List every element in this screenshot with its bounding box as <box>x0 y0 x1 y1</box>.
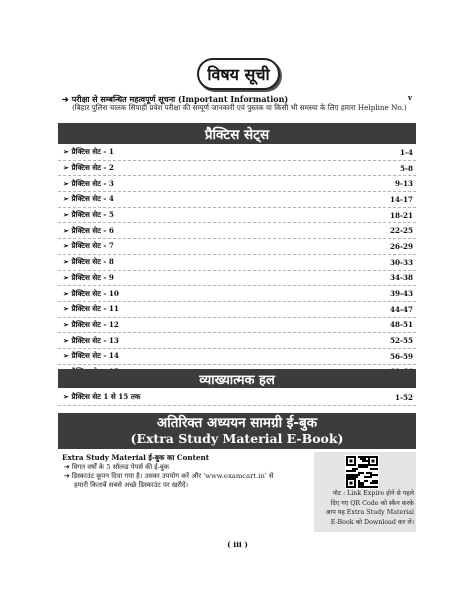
extra-content-line: ➔ विगत वर्षों के 5 सॉल्व्ड पेपर्स की ई-बुक <box>64 463 169 471</box>
solutions-heading: व्याख्यात्मक हल <box>58 369 416 388</box>
toc-row-pages: 56-59 <box>390 351 413 361</box>
toc-row-pages: 22-25 <box>390 226 413 236</box>
toc-row-pages: 18-21 <box>390 210 413 220</box>
triangle-bullet-icon: ➢ <box>63 178 72 188</box>
triangle-bullet-icon: ➢ <box>63 392 72 402</box>
triangle-bullet-icon: ➢ <box>63 241 72 251</box>
toc-row-label: ➢ प्रैक्टिस सेट - 1 <box>63 147 114 157</box>
toc-row-pages: 48-51 <box>390 320 413 330</box>
qr-note-line: नोट : Link Expire होने से पहले <box>332 490 414 497</box>
toc-row-pages: 26-29 <box>390 241 413 251</box>
toc-row-pages: 39-43 <box>390 289 413 299</box>
toc-row[interactable] <box>58 208 416 224</box>
toc-row-label: ➢ प्रैक्टिस सेट - 2 <box>63 163 114 173</box>
toc-row-label: ➢ प्रैक्टिस सेट - 7 <box>63 241 114 251</box>
solutions-list <box>58 390 416 406</box>
qr-note <box>316 489 414 527</box>
extra-heading-hindi: अतिरिक्त अध्ययन सामग्री ई-बुक <box>156 415 318 431</box>
toc-row[interactable] <box>58 271 416 287</box>
toc-row[interactable] <box>58 192 416 208</box>
triangle-bullet-icon: ➢ <box>63 288 72 298</box>
toc-row-label: ➢ प्रैक्टिस सेट - 4 <box>63 194 114 204</box>
qr-note-line: आप यह Extra Study Material <box>325 509 414 516</box>
qr-note-line: E-Book को Download कर लें। <box>330 518 414 526</box>
important-info-label: परीक्षा से सम्बन्धित महत्वपूर्ण सूचना (Important Information) <box>71 94 289 104</box>
toc-row-label: ➢ प्रैक्टिस सेट - 3 <box>63 178 114 188</box>
toc-row-pages: 52-55 <box>390 336 413 346</box>
arrow-right-icon: ➔ <box>62 94 69 104</box>
toc-row-pages: 34-38 <box>390 273 413 283</box>
extra-content-line: हमारी किताबें सबसे अच्छे डिस्काउंट पर खरीदें। <box>74 481 189 489</box>
triangle-bullet-icon: ➢ <box>63 194 72 204</box>
triangle-bullet-icon: ➢ <box>63 272 72 282</box>
triangle-bullet-icon: ➢ <box>63 163 72 173</box>
qr-note-line: दिए गए QR Code को स्कैन करके <box>330 499 414 507</box>
toc-row-pages: 14-17 <box>390 194 413 204</box>
extra-content-title: Extra Study Material ई-बुक का Content <box>62 453 210 462</box>
toc-row[interactable] <box>58 349 416 365</box>
toc-row-pages: 5-8 <box>400 163 413 173</box>
triangle-bullet-icon: ➢ <box>63 319 72 329</box>
toc-row[interactable] <box>58 255 416 271</box>
important-info-page: v <box>408 93 413 102</box>
toc-row[interactable] <box>58 302 416 318</box>
toc-row-label: ➢ प्रैक्टिस सेट - 5 <box>63 210 114 220</box>
toc-row-label: ➢ प्रैक्टिस सेट - 8 <box>63 257 114 267</box>
arrow-right-icon: ➔ <box>64 463 72 471</box>
triangle-bullet-icon: ➢ <box>63 351 72 361</box>
toc-row[interactable] <box>58 239 416 255</box>
toc-row[interactable] <box>58 176 416 192</box>
toc-row[interactable] <box>58 161 416 177</box>
toc-row[interactable] <box>58 318 416 334</box>
practice-sets-list <box>58 145 416 380</box>
toc-row[interactable] <box>58 333 416 349</box>
toc-row[interactable] <box>58 145 416 161</box>
page-title: विषय सूची <box>197 58 280 90</box>
important-info-note: (बिहार पुलिस चालक सिपाही प्रवेश परीक्षा की सम्पूर्ण जानकारी एवं पुस्तक या किसी भी समस्या के लिए हमारा Helpline No.) <box>72 103 407 112</box>
toc-row-pages: 30-33 <box>390 257 413 267</box>
toc-row-label: ➢ प्रैक्टिस सेट - 6 <box>63 225 114 235</box>
triangle-bullet-icon: ➢ <box>63 225 72 235</box>
triangle-bullet-icon: ➢ <box>63 257 72 267</box>
page-number: ( iii ) <box>227 540 248 549</box>
extra-content-line: ➔ डिस्काउंट कूपन दिया गया है। उसका उपयोग करें और 'www.examcart.in' से <box>64 472 274 480</box>
toc-row-pages: 9-13 <box>395 179 413 189</box>
toc-row-label: ➢ प्रैक्टिस सेट - 10 <box>63 288 119 298</box>
triangle-bullet-icon: ➢ <box>63 304 72 314</box>
toc-row-pages: 44-47 <box>390 304 413 314</box>
toc-row[interactable] <box>58 286 416 302</box>
triangle-bullet-icon: ➢ <box>63 147 72 157</box>
toc-row-pages: 1-4 <box>400 147 413 157</box>
toc-row-label: ➢ प्रैक्टिस सेट - 14 <box>63 351 119 361</box>
toc-row-label: ➢ प्रैक्टिस सेट - 9 <box>63 272 114 282</box>
toc-row[interactable] <box>58 390 416 406</box>
qr-code-icon[interactable] <box>345 455 379 489</box>
arrow-right-icon: ➔ <box>64 472 72 480</box>
toc-row-label: ➢ प्रैक्टिस सेट 1 से 15 तक <box>63 392 141 402</box>
triangle-bullet-icon: ➢ <box>63 210 72 220</box>
toc-row-pages: 1-52 <box>395 392 413 402</box>
toc-row-label: ➢ प्रैक्टिस सेट - 12 <box>63 319 119 329</box>
toc-row-label: ➢ प्रैक्टिस सेट - 13 <box>63 335 119 345</box>
toc-row[interactable] <box>58 223 416 239</box>
practice-sets-heading: प्रैक्टिस सेट्स <box>58 123 416 144</box>
extra-material-heading <box>58 413 416 449</box>
toc-row-label: ➢ प्रैक्टिस सेट - 11 <box>63 304 119 314</box>
extra-heading-english: (Extra Study Material E-Book) <box>130 431 344 446</box>
triangle-bullet-icon: ➢ <box>63 335 72 345</box>
